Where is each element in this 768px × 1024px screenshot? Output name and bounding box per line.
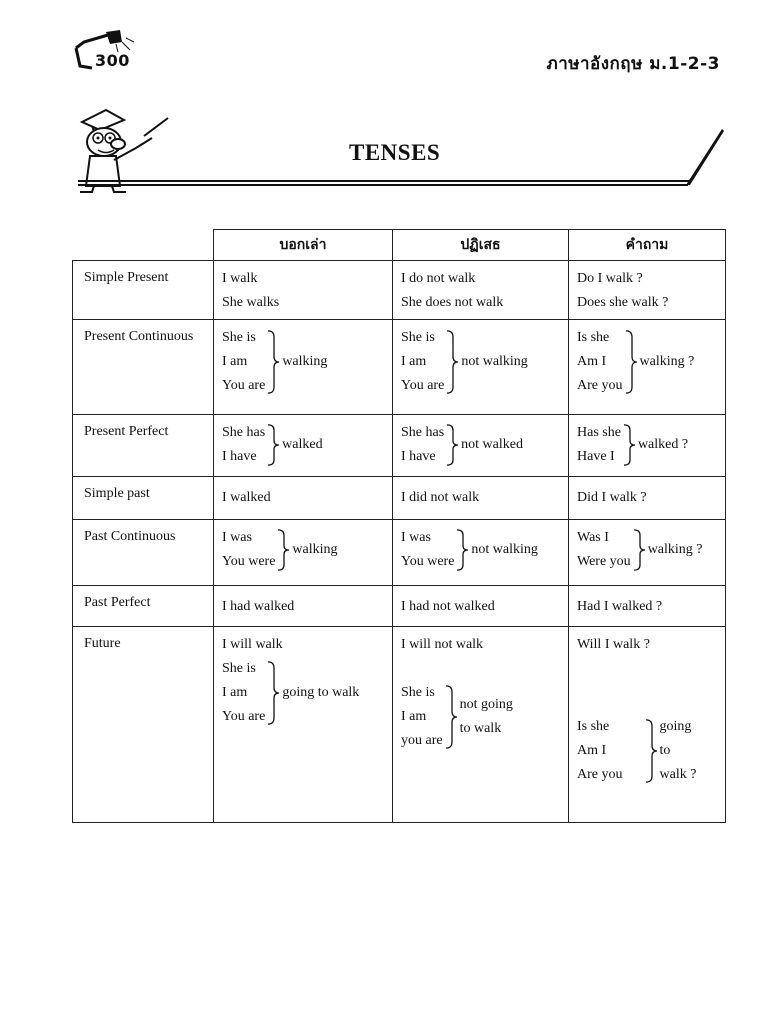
subject-line: Is she xyxy=(577,719,610,734)
predicate: going to walk xyxy=(282,685,360,700)
right-brace-icon xyxy=(446,424,459,466)
subject-line: You are xyxy=(222,709,266,724)
tense-name: Present Perfect xyxy=(84,424,169,439)
example-line: I had not walked xyxy=(401,599,495,614)
subject-line: Are you xyxy=(577,767,623,782)
predicate: walking xyxy=(292,542,338,557)
subject-line: She is xyxy=(222,330,256,345)
subject-line: Have I xyxy=(577,449,615,464)
example-line: I do not walk xyxy=(401,271,476,286)
right-brace-icon xyxy=(645,719,658,783)
example-line: I will not walk xyxy=(401,637,484,652)
example-line: Had I walked ? xyxy=(577,599,663,614)
predicate: not walking xyxy=(471,542,538,557)
example-line: Does she walk ? xyxy=(577,295,669,310)
example-line: Did I walk ? xyxy=(577,490,647,505)
header-blank xyxy=(73,230,214,261)
tense-name: Past Perfect xyxy=(84,595,151,610)
tense-name: Simple past xyxy=(84,486,150,501)
tense-name: Past Continuous xyxy=(84,529,176,544)
right-brace-icon xyxy=(623,424,636,466)
subject-line: She is xyxy=(222,661,256,676)
subject-line: You are xyxy=(401,378,445,393)
subject-line: She has xyxy=(401,425,445,440)
example-line: Will I walk ? xyxy=(577,637,650,652)
right-brace-icon xyxy=(446,330,459,394)
predicate: walked xyxy=(282,437,323,452)
table-row xyxy=(73,261,726,320)
example-line: I will walk xyxy=(222,637,283,652)
subject-line: I was xyxy=(401,530,431,545)
subject-line: You are xyxy=(222,378,266,393)
table-header-row xyxy=(73,230,726,261)
predicate: walked ? xyxy=(637,437,689,452)
column-header-question: คำถาม xyxy=(569,230,726,261)
tenses-table xyxy=(72,229,726,823)
table-row xyxy=(73,586,726,627)
subject-line: I am xyxy=(401,709,427,724)
right-brace-icon xyxy=(267,330,280,394)
subject-line: I was xyxy=(222,530,252,545)
predicate: walking ? xyxy=(647,542,703,557)
predicate: walking ? xyxy=(639,354,695,369)
subject-line: I am xyxy=(222,685,248,700)
subject-line: Am I xyxy=(577,743,607,758)
right-brace-icon xyxy=(633,529,646,571)
subject-line: I am xyxy=(222,354,248,369)
subject-line: Were you xyxy=(577,554,631,569)
predicate: not walking xyxy=(461,354,528,369)
subject-line: Was I xyxy=(577,530,609,545)
tense-name: Present Continuous xyxy=(84,329,194,344)
example-line: I walk xyxy=(222,271,258,286)
column-header-negative: ปฏิเสธ xyxy=(393,230,569,261)
predicate-line: walk ? xyxy=(659,767,697,782)
tense-name: Future xyxy=(84,636,121,651)
example-line: She does not walk xyxy=(401,295,504,310)
subject-line: I am xyxy=(401,354,427,369)
subject-line: Are you xyxy=(577,378,623,393)
subject-line: Am I xyxy=(577,354,607,369)
tense-name: Simple Present xyxy=(84,270,169,285)
predicate-line: to xyxy=(659,743,671,758)
predicate-line: going xyxy=(659,719,692,734)
example-line: I did not walk xyxy=(401,490,480,505)
subject-line: Has she xyxy=(577,425,621,440)
page-number: 300 xyxy=(95,51,130,70)
right-brace-icon xyxy=(267,424,280,466)
table-row xyxy=(73,415,726,477)
right-brace-icon xyxy=(445,685,458,749)
right-brace-icon xyxy=(456,529,469,571)
example-line: She walks xyxy=(222,295,280,310)
title-rule xyxy=(0,0,768,200)
subject-line: You were xyxy=(222,554,276,569)
subject-line: She is xyxy=(401,685,435,700)
subject-line: You were xyxy=(401,554,455,569)
subject-line: She has xyxy=(222,425,266,440)
right-brace-icon xyxy=(277,529,290,571)
example-line: I had walked xyxy=(222,599,295,614)
page-title: TENSES xyxy=(349,140,441,165)
table-row xyxy=(73,627,726,823)
table-row xyxy=(73,477,726,520)
example-line: Do I walk ? xyxy=(577,271,643,286)
predicate-line: not going xyxy=(459,697,513,712)
book-title: ภาษาอังกฤษ ม.1-2-3 xyxy=(546,54,720,74)
table-row xyxy=(73,320,726,415)
table-row xyxy=(73,520,726,586)
example-line: I walked xyxy=(222,490,271,505)
predicate: walking xyxy=(282,354,328,369)
column-header-affirmative: บอกเล่า xyxy=(214,230,393,261)
subject-line: I have xyxy=(222,449,257,464)
predicate: not walked xyxy=(461,437,523,452)
subject-line: I have xyxy=(401,449,436,464)
predicate-line: to walk xyxy=(459,721,502,736)
right-brace-icon xyxy=(267,661,280,725)
right-brace-icon xyxy=(625,330,638,394)
subject-line: Is she xyxy=(577,330,610,345)
subject-line: you are xyxy=(401,733,443,748)
subject-line: She is xyxy=(401,330,435,345)
